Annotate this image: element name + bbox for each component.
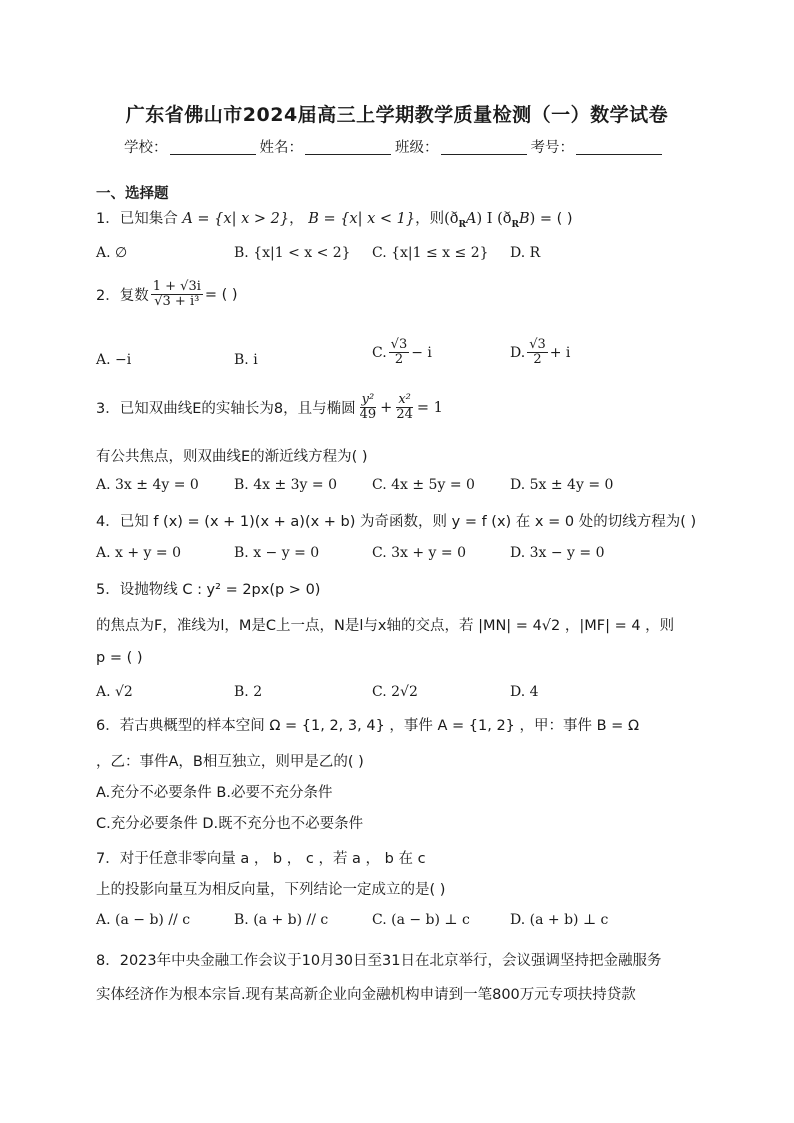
q1-option-b[interactable]: B. {x|1 < x < 2}: [234, 245, 351, 261]
q7-option-c[interactable]: C. (a − b) ⊥ c: [372, 912, 470, 928]
q2-option-a[interactable]: A. −i: [96, 352, 132, 368]
q2-option-c-tail: − i: [411, 344, 432, 361]
question-2: [96, 280, 238, 310]
q3-line1: 3．已知双曲线E的实轴长为8，且与椭圆: [96, 401, 356, 418]
q2-fraction: [151, 280, 203, 310]
question-6: 6．若古典概型的样本空间 Ω = {1, 2, 3, 4} ，事件 A = {1, 2} ，甲：事件 B = Ω: [96, 718, 640, 734]
q2-option-d-tail: + i: [549, 344, 571, 361]
q1-label: 1．已知集合: [96, 211, 178, 227]
q3-option-c[interactable]: C. 4x ± 5y = 0: [372, 477, 475, 493]
class-blank[interactable]: [441, 140, 527, 155]
q3-option-d[interactable]: D. 5x ± 4y = 0: [510, 477, 614, 493]
q1-option-a[interactable]: A. ∅: [96, 245, 128, 261]
q6-options-row2[interactable]: C.充分必要条件 D.既不充分也不必要条件: [96, 816, 364, 832]
q7-option-b[interactable]: B. (a + b) // c: [234, 912, 329, 928]
question-5: 5．设抛物线 C : y² = 2px(p > 0): [96, 582, 321, 598]
student-info-row: [124, 136, 666, 157]
q3-line2: 有公共焦点，则双曲线E的渐近线方程为( ): [96, 449, 368, 465]
q1-expr: $(ð_RA)$ I $(ð_RB)$: [444, 211, 536, 230]
q1-set-b: B = {x| x < 1}: [308, 211, 416, 227]
question-7: 7．对于任意非零向量 a ， b ， c ，若 a ， b 在 c: [96, 851, 426, 867]
q1-option-d[interactable]: D. R: [510, 245, 541, 261]
q2-option-d-label: D.: [510, 344, 526, 361]
q4-option-c[interactable]: C. 3x + y = 0: [372, 545, 466, 561]
q2-option-d-fraction: $\frac{√3}{2}$: [529, 337, 546, 368]
q3-option-a[interactable]: A. 3x ± 4y = 0: [96, 477, 199, 493]
q5-line2: 的焦点为F，准线为l，M是C上一点，N是l与x轴的交点，若 |MN| = 4√2 ，|MF| = 4 ，则: [96, 618, 675, 634]
class-label: 班级：: [395, 140, 439, 156]
name-label: 姓名：: [259, 140, 303, 156]
q5-option-a[interactable]: A. √2: [96, 684, 133, 700]
question-8: 8．2023年中央金融工作会议于10月30日至31日在北京举行，会议强调坚持把金融服务: [96, 953, 662, 969]
q5-option-b[interactable]: B. 2: [234, 684, 263, 700]
number-label: 考号：: [530, 140, 574, 156]
q5-option-d[interactable]: D. 4: [510, 684, 539, 700]
q6-options-row1[interactable]: A.充分不必要条件 B.必要不充分条件: [96, 785, 333, 801]
q4-option-b[interactable]: B. x − y = 0: [234, 545, 320, 561]
q5-option-c[interactable]: C. 2√2: [372, 684, 418, 700]
question-4: 4．已知 f (x) = (x + 1)(x + a)(x + b) 为奇函数，则 y = f (x) 在 x = 0 处的切线方程为( ): [96, 514, 697, 530]
page-title: 广东省佛山市2024届高三上学期教学质量检测（一）数学试卷: [125, 104, 669, 126]
section-heading: 一、选择题: [96, 186, 169, 202]
q2-label: 2．复数: [96, 288, 149, 305]
q2-numerator: 1 + √3i: [152, 279, 201, 294]
name-blank[interactable]: [305, 140, 391, 155]
question-1: 1．已知集合 A = {x| x > 2}， B = {x| x < 1}，则$(ð_RA)$ I $(ð_RB)$ = ( ): [96, 211, 573, 230]
school-label: 学校：: [124, 140, 168, 156]
number-blank[interactable]: [576, 140, 662, 155]
question-3: 3．已知双曲线E的实轴长为8，且与椭圆 $\frac{\text{y²}}{49}$ + $\frac{\text{x²}}{24}$ = 1: [96, 392, 443, 423]
q7-option-a[interactable]: A. (a − b) // c: [96, 912, 191, 928]
school-blank[interactable]: [170, 140, 256, 155]
q6-line2: ，乙：事件A，B相互独立，则甲是乙的( ): [96, 754, 364, 770]
q3-equals: = 1: [416, 399, 443, 416]
q2-option-d[interactable]: [510, 338, 570, 368]
q7-option-d[interactable]: D. (a + b) ⊥ c: [510, 912, 609, 928]
q4-option-d[interactable]: D. 3x − y = 0: [510, 545, 605, 561]
q2-option-b[interactable]: B. i: [234, 352, 258, 368]
q3-fraction-y: $\frac{\text{y²}}{49}$: [359, 392, 377, 423]
q8-line2: 实体经济作为根本宗旨.现有某高新企业向金融机构申请到一笔800万元专项扶持贷款: [96, 987, 636, 1003]
q3-fraction-x: $\frac{\text{x²}}{24}$: [396, 392, 413, 423]
q1-tail: = ( ): [539, 211, 573, 227]
q7-line2: 上的投影向量互为相反向量，下列结论一定成立的是( ): [96, 882, 446, 898]
q2-tail: = ( ): [204, 286, 238, 303]
q2-option-c-fraction: $\frac{√3}{2}$: [390, 337, 408, 368]
q1-option-c[interactable]: C. {x|1 ≤ x ≤ 2}: [372, 245, 489, 261]
q2-option-c[interactable]: [372, 338, 432, 368]
q2-option-c-label: C.: [372, 344, 387, 361]
q1-then: ，则: [415, 211, 445, 227]
q5-line3: p = ( ): [96, 650, 143, 666]
q3-option-b[interactable]: B. 4x ± 3y = 0: [234, 477, 337, 493]
q2-denominator: √3 + i³: [154, 294, 200, 310]
q1-set-a: A = {x| x > 2}: [182, 211, 290, 227]
q4-option-a[interactable]: A. x + y = 0: [96, 545, 181, 561]
